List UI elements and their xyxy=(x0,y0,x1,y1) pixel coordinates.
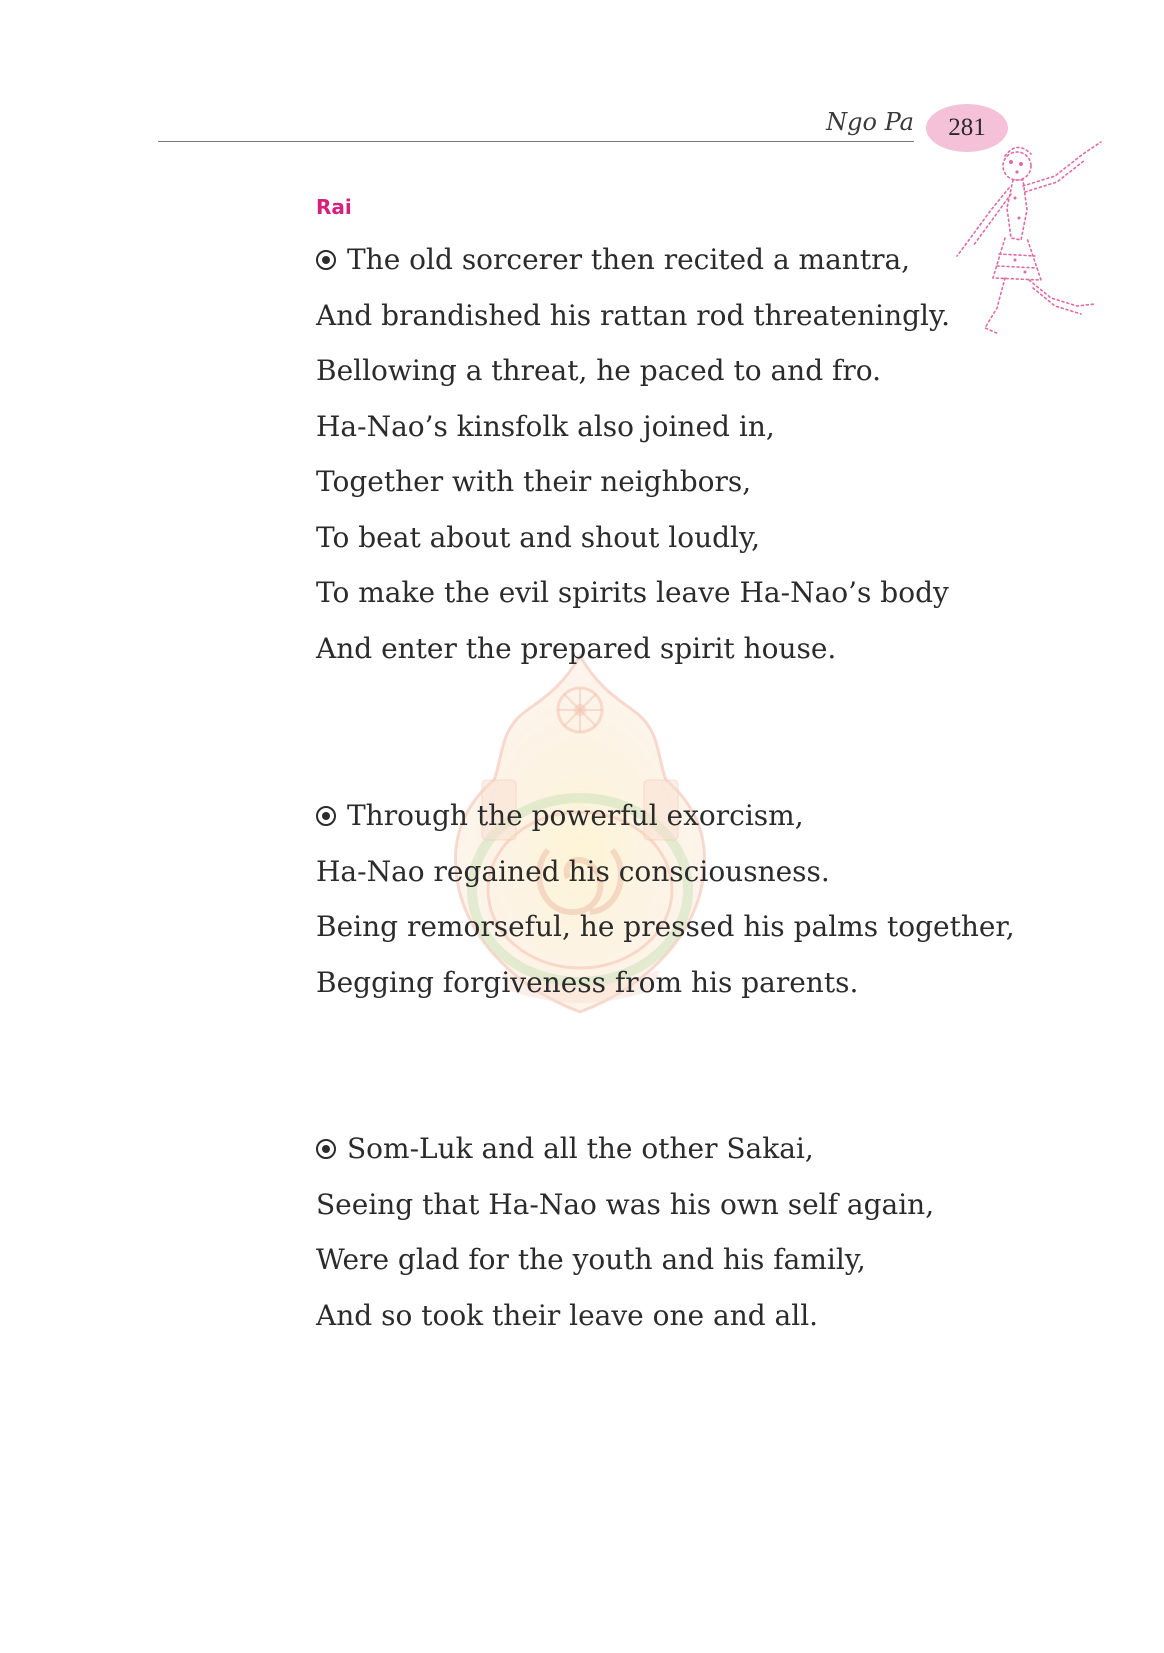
verse-line: And so took their leave one and all. xyxy=(316,1298,819,1332)
verse-line: To beat about and shout loudly, xyxy=(316,520,760,554)
page-number: 281 xyxy=(948,114,986,141)
verse-line: Seeing that Ha-Nao was his own self again, xyxy=(316,1187,935,1221)
verse-line: Ha-Nao’s kinsfolk also joined in, xyxy=(316,409,775,443)
stanza xyxy=(316,232,950,676)
bullet-circle-icon xyxy=(316,1139,336,1159)
verse-line: Together with their neighbors, xyxy=(316,465,752,498)
verse-line: And enter the prepared spirit house. xyxy=(316,631,837,665)
header-rule xyxy=(158,141,914,142)
bullet-circle-icon xyxy=(316,250,336,270)
verse-line: To make the evil spirits leave Ha-Nao’s body xyxy=(316,576,949,609)
verse-line: And brandished his rattan rod threateningly. xyxy=(316,298,950,332)
verse-line: Begging forgiveness from his parents. xyxy=(316,965,859,999)
stanza xyxy=(316,788,1015,1010)
running-title: Ngo Pa xyxy=(826,108,914,136)
section-label: Rai xyxy=(316,195,352,219)
bullet-circle-icon xyxy=(316,806,336,826)
verse-line: Ha-Nao regained his consciousness. xyxy=(316,854,830,888)
verse-line: Bellowing a threat, he paced to and fro. xyxy=(316,354,882,387)
verse-line: Being remorseful, he pressed his palms together, xyxy=(316,910,1015,943)
verse-line: Through the powerful exorcism, xyxy=(316,788,1015,844)
dancer-illustration xyxy=(955,138,1125,348)
verse-line: The old sorcerer then recited a mantra, xyxy=(316,232,950,288)
verse-line: Som-Luk and all the other Sakai, xyxy=(316,1121,934,1177)
stanza xyxy=(316,1121,934,1343)
verse-line: Were glad for the youth and his family, xyxy=(316,1243,866,1276)
